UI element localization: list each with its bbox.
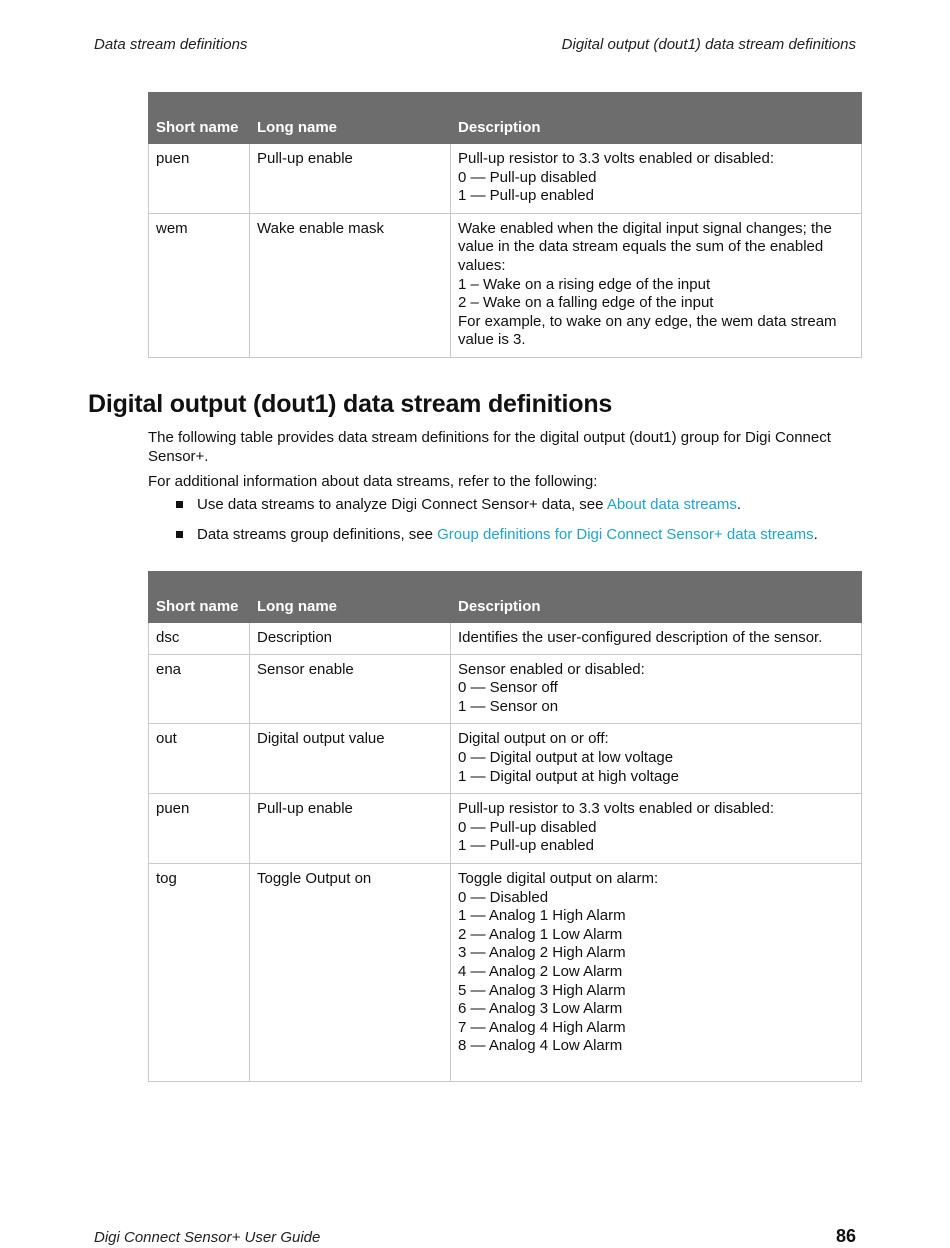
short-name-cell: wem bbox=[149, 213, 250, 357]
page-number: 86 bbox=[835, 1226, 856, 1246]
description-cell bbox=[451, 724, 862, 794]
description-line: Wake enabled when the digital input signal changes; the value in the data stream equals the sum of the enabled values: bbox=[458, 219, 832, 274]
table-row bbox=[149, 724, 862, 794]
short-name-cell: puen bbox=[149, 794, 250, 864]
description-line: 0 — Pull-up disabled bbox=[458, 818, 597, 836]
description-line: 8 — Analog 4 Low Alarm bbox=[458, 1037, 623, 1055]
list-item-punctuation: . bbox=[813, 526, 818, 543]
header-section: Digital output (dout1) data stream definitions bbox=[561, 36, 856, 53]
dout1-data-stream-table bbox=[148, 571, 862, 1082]
description-line: 1 — Analog 1 High Alarm bbox=[458, 907, 626, 925]
intro-paragraph: The following table provides data stream definitions for the digital output (dout1) group for Digi Connect Sensor+. bbox=[148, 429, 831, 465]
list-item-text: Data streams group definitions, see bbox=[197, 526, 438, 543]
header-chapter: Data stream definitions bbox=[94, 36, 248, 53]
short-name-cell: dsc bbox=[149, 623, 250, 655]
description-line: 2 — Analog 1 Low Alarm bbox=[458, 925, 623, 943]
short-name-cell: tog bbox=[149, 863, 250, 1081]
list-item-punctuation: . bbox=[736, 496, 742, 513]
long-name-cell: Digital output value bbox=[250, 724, 451, 794]
description-line: 3 — Analog 2 High Alarm bbox=[458, 944, 626, 962]
running-header bbox=[94, 36, 856, 53]
description-line: 1 — Sensor on bbox=[458, 697, 559, 715]
table-row bbox=[149, 623, 862, 655]
square-bullet-icon bbox=[176, 501, 183, 508]
description-line: 1 – Wake on a rising edge of the input bbox=[458, 275, 711, 293]
data-stream-table-continued bbox=[148, 92, 862, 358]
description-line: 0 — Pull-up disabled bbox=[458, 168, 597, 186]
description-line: For example, to wake on any edge, the wem data stream value is 3. bbox=[458, 312, 837, 349]
short-name-cell: puen bbox=[149, 144, 250, 214]
description-cell bbox=[451, 623, 862, 655]
long-name-cell: Toggle Output on bbox=[250, 863, 451, 1081]
table-row bbox=[149, 213, 862, 357]
more-info-paragraph: For additional information about data streams, refer to the following: bbox=[148, 473, 598, 490]
table-row bbox=[149, 654, 862, 724]
description-line: Pull-up resistor to 3.3 volts enabled or disabled: bbox=[458, 800, 775, 818]
section-title: Digital output (dout1) data stream definitions bbox=[88, 390, 613, 418]
description-line: 0 — Sensor off bbox=[458, 679, 558, 697]
long-name-cell: Description bbox=[250, 623, 451, 655]
description-line: 4 — Analog 2 Low Alarm bbox=[458, 962, 623, 980]
long-name-cell: Wake enable mask bbox=[250, 213, 451, 357]
description-line: 0 — Disabled bbox=[458, 888, 549, 906]
description-cell bbox=[451, 144, 862, 214]
description-line: 5 — Analog 3 High Alarm bbox=[458, 981, 626, 999]
list-item-text: Use data streams to analyze Digi Connect Sensor+ data, see bbox=[197, 496, 607, 513]
list-item bbox=[176, 495, 876, 514]
description-line: 7 — Analog 4 High Alarm bbox=[458, 1018, 626, 1036]
table-header-row bbox=[149, 93, 862, 144]
description-cell bbox=[451, 794, 862, 864]
column-header-short-name: Short name bbox=[149, 572, 250, 623]
description-line: 0 — Digital output at low voltage bbox=[458, 748, 674, 766]
description-cell bbox=[451, 863, 862, 1081]
reference-list bbox=[176, 495, 876, 555]
description-line: 1 — Pull-up enabled bbox=[458, 837, 594, 855]
column-header-long-name: Long name bbox=[250, 572, 451, 623]
description-line: Pull-up resistor to 3.3 volts enabled or disabled: bbox=[458, 150, 775, 167]
group-definitions-link[interactable]: Group definitions for Digi Connect Sensor+ data streams bbox=[437, 526, 814, 543]
running-footer bbox=[94, 1226, 856, 1247]
footer-guide-title: Digi Connect Sensor+ User Guide bbox=[94, 1229, 321, 1246]
description-line: Sensor enabled or disabled: bbox=[458, 660, 645, 678]
square-bullet-icon bbox=[176, 531, 183, 538]
description-line: Identifies the user-configured description of the sensor. bbox=[458, 629, 823, 646]
description-line: Digital output on or off: bbox=[458, 730, 609, 748]
description-line: 2 – Wake on a falling edge of the input bbox=[458, 294, 714, 312]
table-row bbox=[149, 863, 862, 1081]
long-name-cell: Pull-up enable bbox=[250, 794, 451, 864]
long-name-cell: Pull-up enable bbox=[250, 144, 451, 214]
column-header-description: Description bbox=[451, 572, 862, 623]
table-row bbox=[149, 794, 862, 864]
description-line: 1 — Pull-up enabled bbox=[458, 187, 594, 205]
description-line: 6 — Analog 3 Low Alarm bbox=[458, 1000, 623, 1018]
description-cell bbox=[451, 213, 862, 357]
description-line: Toggle digital output on alarm: bbox=[458, 869, 659, 887]
table-row bbox=[149, 144, 862, 214]
short-name-cell: out bbox=[149, 724, 250, 794]
about-data-streams-link[interactable]: About data streams bbox=[606, 496, 737, 513]
column-header-long-name: Long name bbox=[250, 93, 451, 144]
column-header-short-name: Short name bbox=[149, 93, 250, 144]
long-name-cell: Sensor enable bbox=[250, 654, 451, 724]
list-item bbox=[176, 525, 876, 544]
description-line: 1 — Digital output at high voltage bbox=[458, 767, 679, 785]
column-header-description: Description bbox=[451, 93, 862, 144]
short-name-cell: ena bbox=[149, 654, 250, 724]
table-header-row bbox=[149, 572, 862, 623]
description-cell bbox=[451, 654, 862, 724]
